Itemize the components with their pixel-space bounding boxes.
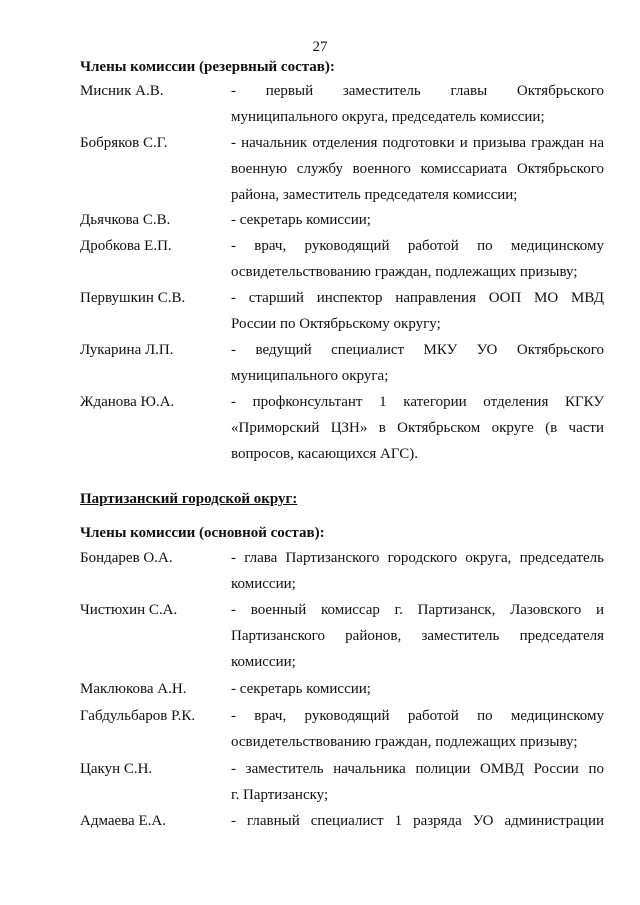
role-line: муниципального округа, председатель комиссии;	[231, 109, 545, 125]
role-line: - профконсультант 1 категории отделения КГКУ	[231, 394, 604, 410]
role-line: - главный специалист 1 разряда УО администрации	[231, 813, 604, 829]
role-line: - старший инспектор направления ООП МО МВД	[231, 290, 604, 306]
member-role	[231, 233, 604, 285]
member-role	[231, 207, 604, 233]
member-role	[231, 808, 604, 834]
role-line: муниципального округа;	[231, 368, 389, 384]
section-heading-reserve: Члены комиссии (резервный состав):	[80, 59, 335, 75]
role-line: - врач, руководящий работой по медицинскому	[231, 238, 604, 254]
member-name: Бондарев О.А.	[80, 550, 173, 566]
role-line: - начальник отделения подготовки и призыва граждан на	[231, 135, 604, 151]
role-line: - первый заместитель главы Октябрьского	[231, 83, 604, 99]
role-line: комиссии;	[231, 654, 296, 670]
role-line: - секретарь комиссии;	[231, 212, 371, 228]
role-line: комиссии;	[231, 576, 296, 592]
member-name: Жданова Ю.А.	[80, 394, 175, 410]
role-line: - глава Партизанского городского округа, председатель	[231, 550, 604, 566]
member-role	[231, 78, 604, 130]
member-name: Адмаева Е.А.	[80, 813, 166, 829]
member-name: Цакун С.Н.	[80, 761, 153, 777]
role-line: - заместитель начальника полиции ОМВД России по	[231, 761, 604, 777]
district-heading: Партизанский городской округ:	[80, 491, 298, 507]
member-name: Габдульбаров Р.К.	[80, 708, 196, 724]
member-role	[231, 389, 604, 467]
member-role	[231, 337, 604, 389]
member-name: Маклюкова А.Н.	[80, 681, 187, 697]
member-name: Дьячкова С.В.	[80, 212, 171, 228]
member-name: Дробкова Е.П.	[80, 238, 172, 254]
role-line: России по Октябрьскому округу;	[231, 316, 441, 332]
member-role	[231, 703, 604, 755]
member-role	[231, 676, 604, 702]
role-line: - военный комиссар г. Партизанск, Лазовского и	[231, 602, 604, 618]
role-line: «Приморский ЦЗН» в Октябрьском округе (в части	[231, 420, 604, 436]
member-role	[231, 130, 604, 208]
member-role	[231, 545, 604, 597]
member-name: Бобряков С.Г.	[80, 135, 168, 151]
role-line: Партизанского районов, заместитель председателя	[231, 628, 604, 644]
page-number: 27	[312, 39, 328, 55]
role-line: района, заместитель председателя комиссии;	[231, 187, 518, 203]
section-heading-main: Члены комиссии (основной состав):	[80, 525, 325, 541]
member-name: Лукарина Л.П.	[80, 342, 174, 358]
role-line: г. Партизанску;	[231, 787, 329, 803]
role-line: освидетельствованию граждан, подлежащих призыву;	[231, 264, 578, 280]
member-role	[231, 597, 604, 675]
member-role	[231, 756, 604, 808]
member-role	[231, 285, 604, 337]
role-line: военную службу военного комиссариата Октябрьского	[231, 161, 604, 177]
role-line: - врач, руководящий работой по медицинскому	[231, 708, 604, 724]
role-line: - ведущий специалист МКУ УО Октябрьского	[231, 342, 604, 358]
role-line: - секретарь комиссии;	[231, 681, 371, 697]
member-name: Чистюхин С.А.	[80, 602, 178, 618]
member-name: Мисник А.В.	[80, 83, 164, 99]
member-name: Первушкин С.В.	[80, 290, 186, 306]
role-line: освидетельствованию граждан, подлежащих призыву;	[231, 734, 578, 750]
role-line: вопросов, касающихся АГС).	[231, 446, 419, 462]
